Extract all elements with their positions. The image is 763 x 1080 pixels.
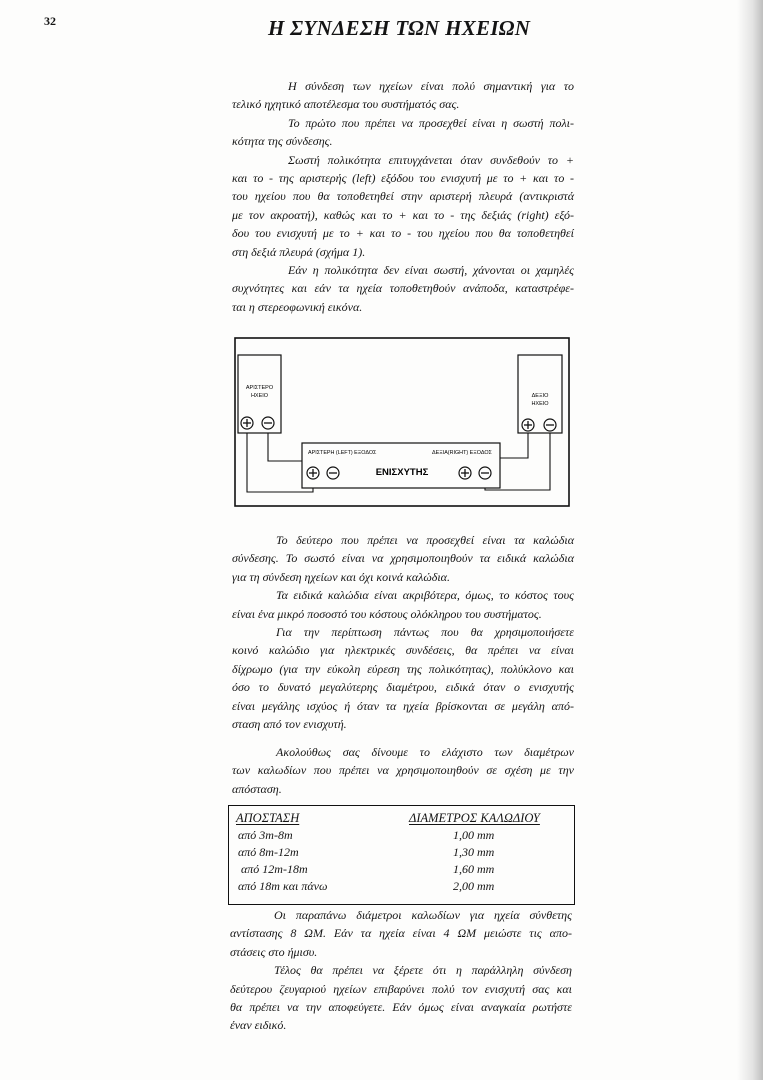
text-line: των καλωδίων που πρέπει να χρησιμοποιηθούν σε σχέση με την (232, 763, 574, 778)
paragraph (232, 623, 574, 733)
text-line: Το πρώτο που πρέπει να προσεχθεί είναι η σωστή πολι- (288, 115, 574, 130)
amplifier-label: ΕΝΙΣΧΥΤΗΣ (375, 467, 429, 478)
text-line: δου του ενισχυτή με το + και το - του ηχείου που θα τοποθετηθεί (232, 226, 574, 241)
text-line: κότητα της σύνδεσης. (232, 134, 333, 149)
text-line: Τέλος θα πρέπει να ξέρετε ότι η παράλληλη σύνδεση (274, 963, 572, 978)
table-cell-diameter: 2,00 mm (453, 879, 495, 893)
text-line: Το δεύτερο που πρέπει να προσεχθεί είναι τα καλώδια (276, 533, 574, 547)
text-line: στη δεξιά πλευρά (σχήμα 1). (232, 244, 366, 259)
text-line: Οι παραπάνω διάμετροι καλωδίων για ηχεία σύνθετης (274, 908, 572, 922)
text-line: απόσταση. (232, 781, 282, 796)
distance-header: ΑΠΟΣΤΑΣΗ (236, 811, 300, 825)
paragraph (230, 961, 572, 1035)
text-line: με τον ακροατή), καθώς και το + και το - της δεξιάς (right) εξό- (232, 207, 574, 222)
text-line: είναι ένα μικρό ποσοστό του κόστους ολόκληρου του συστήματος. (232, 606, 542, 621)
table-cell-diameter: 1,60 mm (453, 862, 495, 876)
table-cell-distance: από 3m-8m (238, 828, 293, 842)
paragraph (230, 906, 572, 961)
text-line: σύνδεσης. Το σωστό είναι να χρησιμοποιηθούν τα ειδικά καλώδια (232, 551, 574, 566)
cable-diameter-table (228, 805, 575, 905)
cables-text (232, 531, 574, 733)
text-line: στάσεις στο ήμισυ. (230, 944, 318, 959)
text-line: αντίστασης 8 ΩΜ. Εάν τα ηχεία είναι 4 ΩΜ μειώστε τις απο- (230, 926, 572, 941)
amplifier (302, 443, 500, 488)
table-cell-diameter: 1,30 mm (453, 845, 495, 859)
page-title: Η ΣΥΝΔΕΣΗ ΤΩΝ ΗΧΕΙΩΝ (268, 16, 531, 40)
text-line: τελικό ηχητικό αποτέλεσμα του συστήματός σας. (232, 97, 460, 112)
text-line: κοινό καλώδιο για ηλεκτρικές συνδέσεις, θα πρέπει να είναι (232, 643, 574, 658)
text-line: Σωστή πολικότητα επιτυγχάνεται όταν συνδεθούν το + (288, 152, 574, 167)
text-line: Εάν η πολικότητα δεν είναι σωστή, χάνονται οι χαμηλές (288, 262, 574, 277)
paragraph (232, 114, 574, 151)
text-line: Τα ειδικά καλώδια είναι ακριβότερα, όμως, το κόστος τους (276, 588, 574, 603)
paragraph (232, 77, 574, 114)
text-line: Η σύνδεση των ηχείων είναι πολύ σημαντική για το (288, 79, 574, 93)
paragraph (232, 151, 574, 261)
diameter-header: ΔΙΑΜΕΤΡΟΣ ΚΑΛΩΔΙΟΥ (409, 811, 540, 825)
text-line: Για την περίπτωση πάντως που θα χρησιμοποιήσετε (276, 624, 574, 639)
right-speaker (518, 355, 562, 433)
text-line: συχνότητες και εάν τα ηχεία τοποθετηθούν ανάποδα, καταστρέφε- (232, 281, 574, 296)
wire-left-minus (268, 429, 302, 461)
left-speaker (238, 355, 281, 433)
text-line: δεύτερου ζευγαριού ηχείων επιβαρύνει πολύ τον ενισχυτή σας και (230, 981, 572, 996)
table-cell-distance: από 8m-12m (238, 845, 299, 859)
text-line: του ηχείου που θα τοποθετηθεί στην αριστερή πλευρά (αντικριστά (232, 189, 574, 204)
text-line: ται η στερεοφωνική εικόνα. (232, 299, 363, 314)
minus-terminal-icon (479, 467, 491, 479)
plus-terminal-icon (307, 467, 319, 479)
intro-text (232, 77, 574, 316)
text-line: είναι μεγάλης ισχύος ή όταν τα ηχεία βρίσκονται σε μεγάλη από- (232, 698, 574, 713)
plus-terminal-icon (459, 467, 471, 479)
plus-terminal-icon (241, 417, 253, 429)
right-speaker-label-1: ΔΕΞΙΟ (531, 393, 549, 399)
paragraph (232, 531, 574, 586)
table-intro-text (232, 743, 574, 798)
text-line: έναν ειδικό. (230, 1018, 287, 1033)
speaker-connection-diagram (230, 335, 575, 510)
text-line: θα πρέπει να την αποφεύγετε. Εάν όμως είναι αναγκαία ρωτήστε (230, 999, 572, 1014)
paragraph (232, 743, 574, 798)
paragraph (232, 261, 574, 316)
left-speaker-label-2: ΗΧΕΙΟ (250, 393, 269, 399)
closing-text (230, 906, 572, 1035)
text-line: όσο το δυνατό μεγαλύτερης διαμέτρου, ειδικά όταν ο ενισχυτής (232, 680, 574, 695)
minus-terminal-icon (544, 419, 556, 431)
left-speaker-label-1: ΑΡΙΣΤΕΡΟ (245, 385, 274, 391)
table-cell-distance: από 12m-18m (241, 862, 308, 876)
text-line: για τη σύνδεση ηχείων και όχι κοινά καλώδια. (232, 569, 450, 584)
text-line: σταση από τον ενισχυτή. (232, 716, 347, 731)
minus-terminal-icon (262, 417, 274, 429)
table-cell-distance: από 18m και πάνω (238, 879, 328, 893)
right-speaker-label-2: ΗΧΕΙΟ (531, 401, 549, 407)
wire-right-plus (500, 431, 528, 458)
page-number: 32 (44, 14, 56, 28)
text-line: και το - της αριστερής (left) εξόδου του ενισχυτή με το + και το - (232, 170, 574, 185)
table-cell-diameter: 1,00 mm (453, 828, 495, 842)
right-output-label: ΔΕΞΙΑ(RIGHT) ΕΞΟΔΟΣ (432, 450, 492, 456)
scan-edge-shadow (737, 0, 763, 1080)
plus-terminal-icon (522, 419, 534, 431)
text-line: δίχρωμο (για την εύκολη εύρεση της πολικότητας), πολύκλονο και (232, 661, 574, 676)
text-line: Ακολούθως σας δίνουμε το ελάχιστο των διαμέτρων (276, 745, 574, 759)
minus-terminal-icon (327, 467, 339, 479)
paragraph (232, 586, 574, 623)
left-output-label: ΑΡΙΣΤΕΡΗ (LEFT) ΕΞΟΔΟΣ (308, 450, 377, 456)
